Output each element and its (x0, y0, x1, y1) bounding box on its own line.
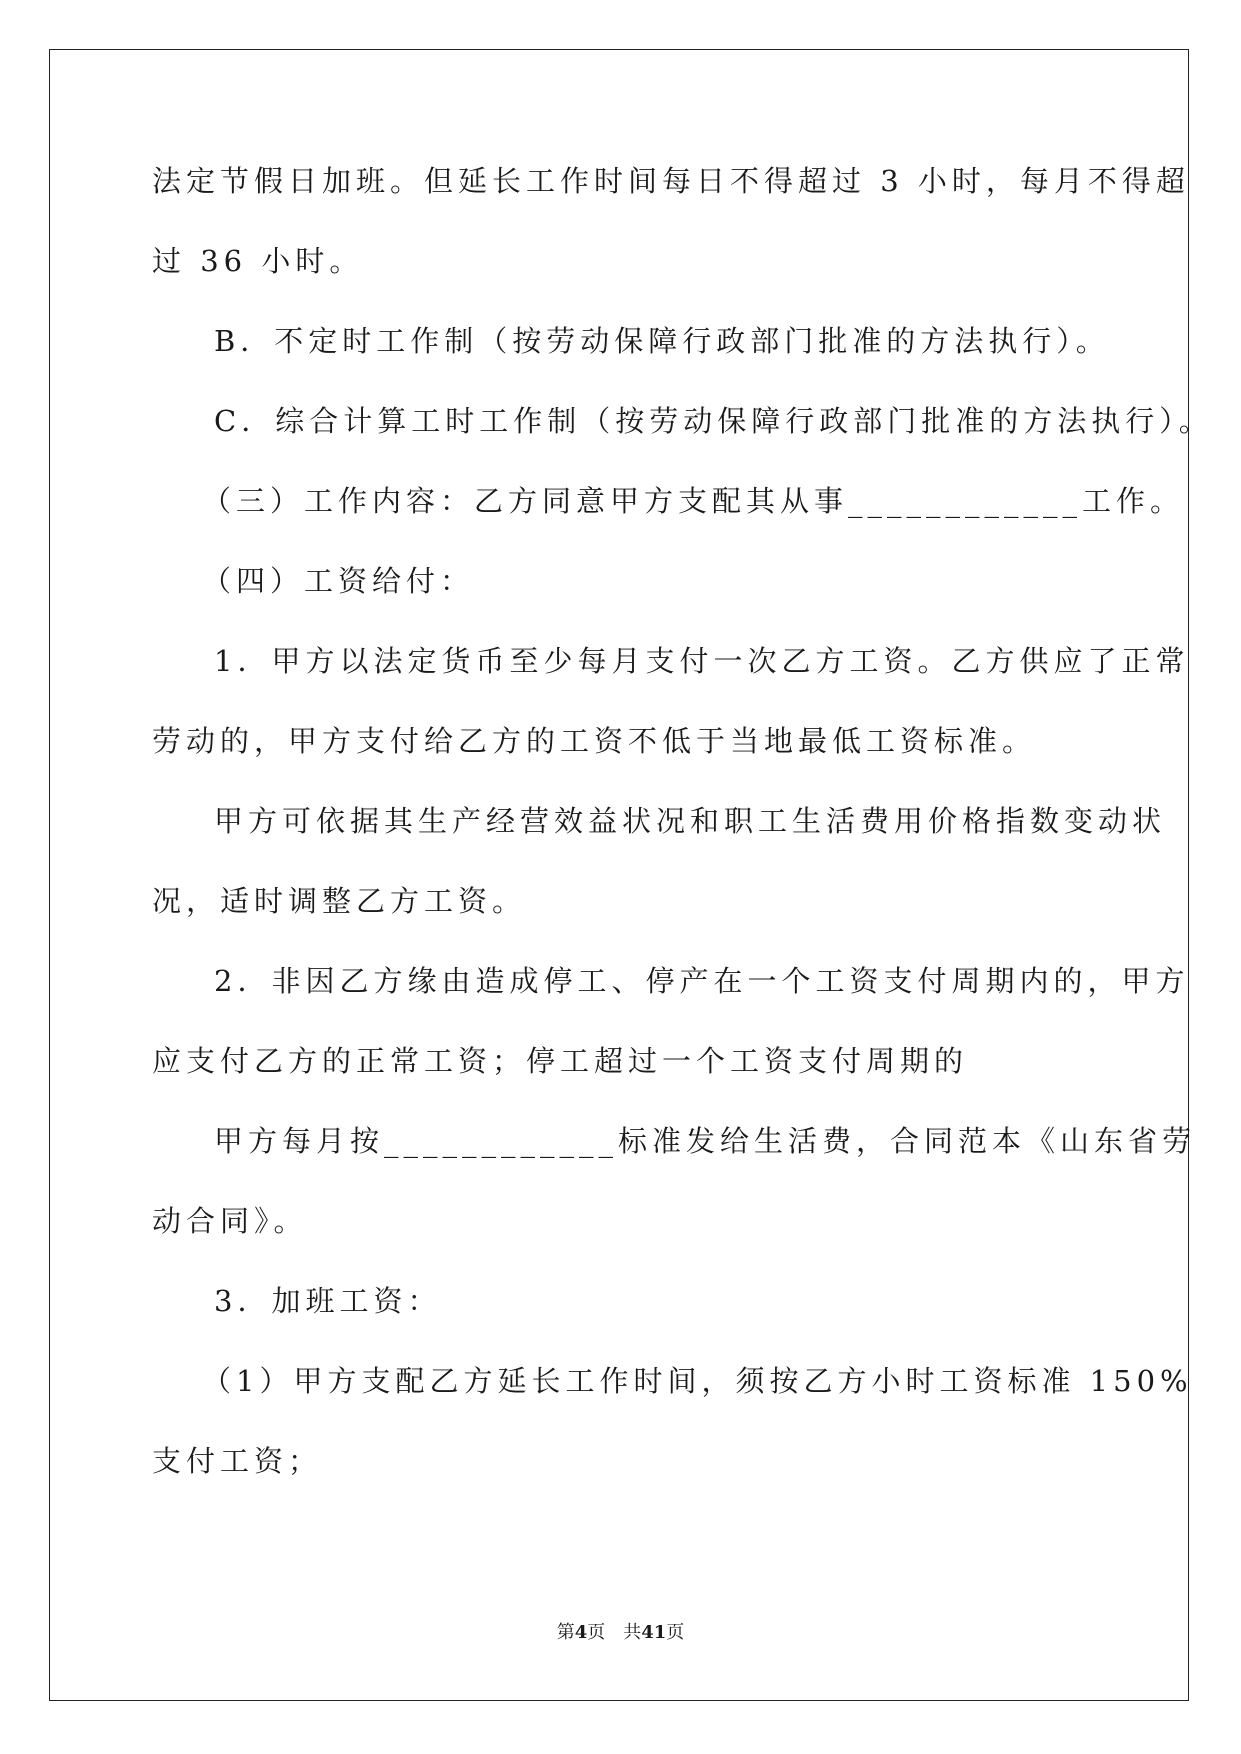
paragraph-line: 劳动的，甲方支付给乙方的工资不低于当地最低工资标准。 (152, 724, 1037, 758)
paragraph-line: 动合同》。 (152, 1204, 308, 1238)
paragraph-line: C．综合计算工时工作制（按劳动保障行政部门批准的方法执行）。 (214, 404, 1213, 438)
page-footer (0, 1618, 1241, 1644)
total-page-count: 41 (641, 1622, 667, 1643)
paragraph-line: 甲方每月按____________标准发给生活费，合同范本《山东省劳 (214, 1124, 1197, 1158)
footer-middle: 页 共 (587, 1622, 642, 1643)
paragraph-line: 应支付乙方的正常工资；停工超过一个工资支付周期的 (152, 1044, 969, 1078)
paragraph-line: （三）工作内容：乙方同意甲方支配其从事____________工作。 (202, 484, 1185, 518)
document-body (152, 160, 1213, 1520)
paragraph-line: B．不定时工作制（按劳动保障行政部门批准的方法执行）。 (214, 324, 1110, 358)
paragraph-line: 1．甲方以法定货币至少每月支付一次乙方工资。乙方供应了正常 (214, 644, 1190, 678)
paragraph-line: 过 36 小时。 (152, 244, 364, 278)
paragraph-line: 甲方可依据其生产经营效益状况和职工生活费用价格指数变动状 (214, 804, 1167, 838)
paragraph-line: 3．加班工资： (214, 1284, 442, 1318)
footer-prefix: 第 (556, 1622, 575, 1643)
paragraph-line: 法定节假日加班。但延长工作时间每日不得超过 3 小时，每月不得超 (152, 164, 1190, 198)
paragraph-line: 2．非因乙方缘由造成停工、停产在一个工资支付周期内的，甲方 (214, 964, 1190, 998)
paragraph-line: （1）甲方支配乙方延长工作时间，须按乙方小时工资标准 150% (202, 1364, 1193, 1398)
footer-suffix: 页 (666, 1622, 685, 1643)
paragraph-line: 支付工资； (152, 1444, 323, 1478)
paragraph-line: （四）工资给付： (202, 564, 475, 598)
current-page-number: 4 (574, 1622, 588, 1643)
paragraph-line: 况，适时调整乙方工资。 (152, 884, 527, 918)
